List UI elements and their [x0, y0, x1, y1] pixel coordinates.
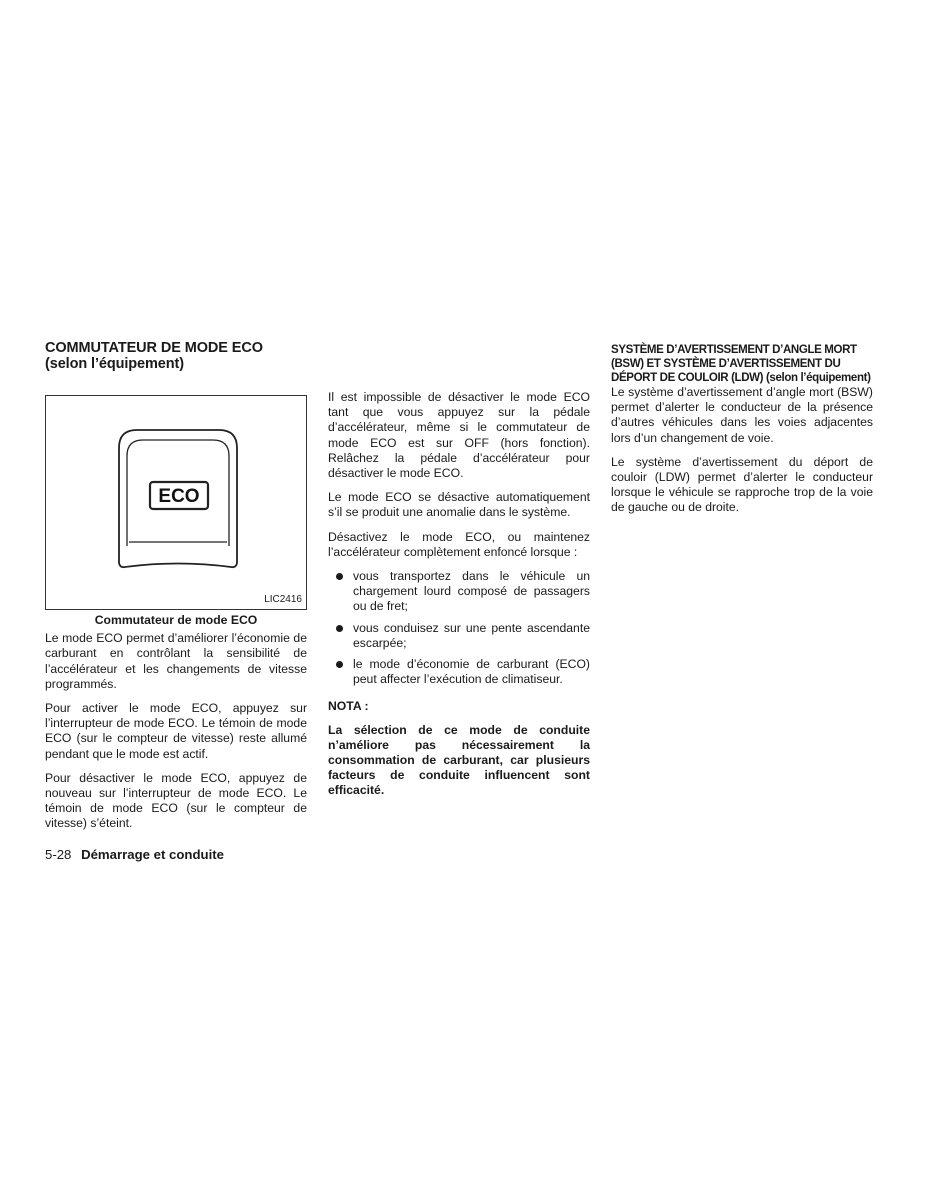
- heading-line: (BSW) ET SYSTÈME D’AVERTISSEMENT DU: [611, 356, 841, 370]
- section-heading-bsw-ldw: [611, 342, 871, 384]
- list-item: le mode d’économie de carburant (ECO) peut affecter l’exécution de climatiseur.: [328, 657, 590, 687]
- section-title: Démarrage et conduite: [81, 847, 224, 862]
- right-column: [611, 342, 873, 525]
- paragraph: Le système d’avertissement d’angle mort (BSW) permet d’alerter le conducteur de la présence d’autres véhicules dans les voies adjacentes lors d’un changement de voie.: [611, 385, 873, 445]
- figure-caption: Commutateur de mode ECO: [94, 613, 258, 627]
- heading-line: COMMUTATEUR DE MODE ECO: [45, 340, 263, 356]
- paragraph: Pour activer le mode ECO, appuyez sur l’interrupteur de mode ECO. Le témoin de mode ECO (sur le compteur de vitesse) reste allumé pendant que le mode est actif.: [45, 701, 307, 761]
- bullet-icon: [336, 625, 343, 632]
- paragraph: Le système d’avertissement du déport de couloir (LDW) permet d’alerter le conducteur lorsque le véhicule se rapproche trop de la voie de gauche ou de droite.: [611, 454, 873, 515]
- bullet-icon: [336, 661, 343, 668]
- middle-column: [328, 390, 590, 799]
- paragraph: Il est impossible de désactiver le mode ECO tant que vous appuyez sur la pédale d’accélérateur, même si le commutateur de mode ECO est sur OFF (hors fonction). Relâchez la pédale d’accélérateur pour désactiver le mode ECO.: [328, 390, 590, 481]
- condition-list: [328, 569, 590, 687]
- figure-code: LIC2416: [264, 593, 302, 605]
- section-heading-eco: [45, 340, 307, 372]
- list-item: vous conduisez sur une pente ascendante escarpée;: [328, 621, 590, 651]
- nota-text: La sélection de ce mode de conduite n’améliore pas nécessairement la consommation de carburant, car plusieurs facteurs de conduite influencent sont efficacité.: [328, 722, 590, 798]
- left-column: [45, 340, 307, 841]
- page-number: 5-28: [45, 847, 72, 862]
- paragraph: Le mode ECO permet d’améliorer l’économie de carburant en contrôlant la sensibilité de l’accélérateur et les changements de vitesse programmés.: [45, 631, 307, 691]
- heading-line: SYSTÈME D’AVERTISSEMENT D’ANGLE MORT: [611, 342, 857, 356]
- heading-line: (selon l’équipement): [45, 356, 184, 372]
- eco-switch-figure: [45, 395, 307, 610]
- paragraph: Pour désactiver le mode ECO, appuyez de nouveau sur l’interrupteur de mode ECO. Le témoin de mode ECO (sur le compteur de vitesse) s’éteint.: [45, 770, 307, 831]
- paragraph: Le mode ECO se désactive automatiquement s’il se produit une anomalie dans le système.: [328, 490, 590, 520]
- list-item: vous transportez dans le véhicule un chargement lourd composé de passagers ou de fret;: [328, 569, 590, 615]
- bullet-icon: [336, 573, 343, 580]
- paragraph: Désactivez le mode ECO, ou maintenez l’accélérateur complètement enfoncé lorsque :: [328, 529, 590, 559]
- nota-heading: NOTA :: [328, 699, 369, 714]
- heading-line: DÉPORT DE COULOIR (LDW) (selon l’équipement): [611, 370, 871, 384]
- eco-button-label: ECO: [158, 486, 200, 507]
- page-footer: [45, 847, 224, 862]
- eco-switch-illustration: [46, 396, 306, 609]
